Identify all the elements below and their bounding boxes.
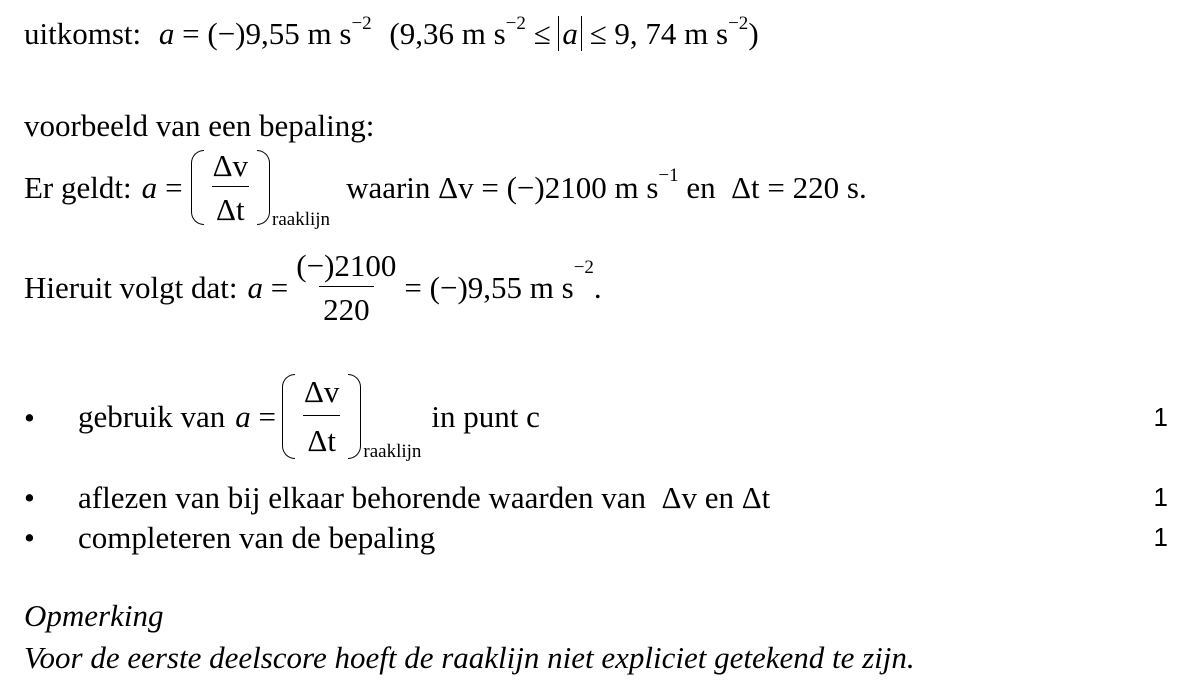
outcome-exponent: −2 bbox=[351, 13, 372, 34]
criterion-1-score: 1 bbox=[1153, 402, 1168, 432]
criterion-2-score: 1 bbox=[1153, 482, 1168, 512]
example-line-2 bbox=[24, 250, 602, 325]
line2-prefix: Hieruit volgt dat: bbox=[24, 270, 238, 305]
line1-denominator: Δt bbox=[212, 186, 249, 225]
outcome-value: (−)9,55 m s bbox=[207, 16, 352, 51]
range-exponent-2: −2 bbox=[728, 13, 749, 34]
criterion-2 bbox=[24, 480, 1180, 516]
line2-numerator: (−)2100 bbox=[296, 248, 397, 283]
line1-subscript: raaklijn bbox=[272, 209, 331, 230]
criterion-1 bbox=[24, 370, 1180, 465]
equals-sign: = bbox=[182, 16, 200, 51]
remark-text: Voor de eerste deelscore hoeft de raaklijn niet expliciet getekend te zijn. bbox=[24, 640, 915, 675]
range-close: ) bbox=[748, 16, 759, 51]
line2-exponent: −2 bbox=[573, 257, 594, 278]
abs-value: a bbox=[558, 16, 582, 51]
criterion-1-denominator: Δt bbox=[303, 415, 340, 459]
line1-exponent: −1 bbox=[658, 165, 679, 186]
range-exponent-1: −2 bbox=[505, 13, 526, 34]
line2-lhs: a = bbox=[247, 270, 289, 305]
example-heading: voorbeeld van een bepaling: bbox=[24, 108, 375, 143]
remark-title: Opmerking bbox=[24, 598, 164, 633]
line1-middle: waarin Δv = (−)2100 m s bbox=[346, 170, 659, 205]
line2-rhs: = (−)9,55 m s bbox=[404, 270, 574, 305]
criterion-3 bbox=[24, 520, 1180, 556]
criterion-1-subscript: raaklijn bbox=[363, 441, 422, 462]
line2-fraction bbox=[288, 250, 404, 325]
criterion-1-parenthesis bbox=[282, 374, 361, 459]
line1-fraction bbox=[205, 150, 256, 225]
criterion-2-text: aflezen van bij elkaar behorende waarden van Δv en Δt bbox=[78, 480, 771, 515]
criterion-1-text bbox=[78, 374, 540, 462]
bullet: • bbox=[24, 520, 35, 555]
range-le-2: ≤ 9, 74 m s bbox=[589, 16, 729, 51]
criterion-3-score: 1 bbox=[1153, 522, 1168, 552]
line1-parenthesis bbox=[191, 150, 270, 225]
criterion-1-fraction bbox=[296, 374, 347, 459]
range-le-1: ≤ bbox=[533, 16, 551, 51]
outcome-label: uitkomst: bbox=[24, 16, 142, 51]
criterion-1-suffix: in punt c bbox=[431, 398, 540, 434]
line2-denominator: 220 bbox=[319, 286, 374, 325]
criterion-1-numerator: Δv bbox=[303, 374, 340, 409]
outcome-range-open: (9,36 m s bbox=[389, 16, 506, 51]
outcome-variable: a bbox=[158, 16, 175, 51]
line2-end: . bbox=[593, 270, 602, 305]
line1-suffix: en Δt = 220 s. bbox=[678, 170, 867, 205]
line1-prefix: Er geldt: bbox=[24, 170, 132, 205]
bullet: • bbox=[24, 480, 35, 515]
criteria-list bbox=[24, 370, 1180, 560]
criterion-1-lhs: a = bbox=[235, 398, 276, 434]
criterion-1-prefix: gebruik van bbox=[78, 398, 226, 434]
line1-variable: a bbox=[141, 170, 158, 205]
line1-equals: = bbox=[165, 170, 183, 205]
outcome-line bbox=[24, 13, 759, 51]
example-line-1 bbox=[24, 148, 867, 230]
bullet: • bbox=[24, 400, 35, 435]
line1-numerator: Δv bbox=[212, 148, 249, 183]
criterion-3-text: completeren van de bepaling bbox=[78, 520, 436, 555]
